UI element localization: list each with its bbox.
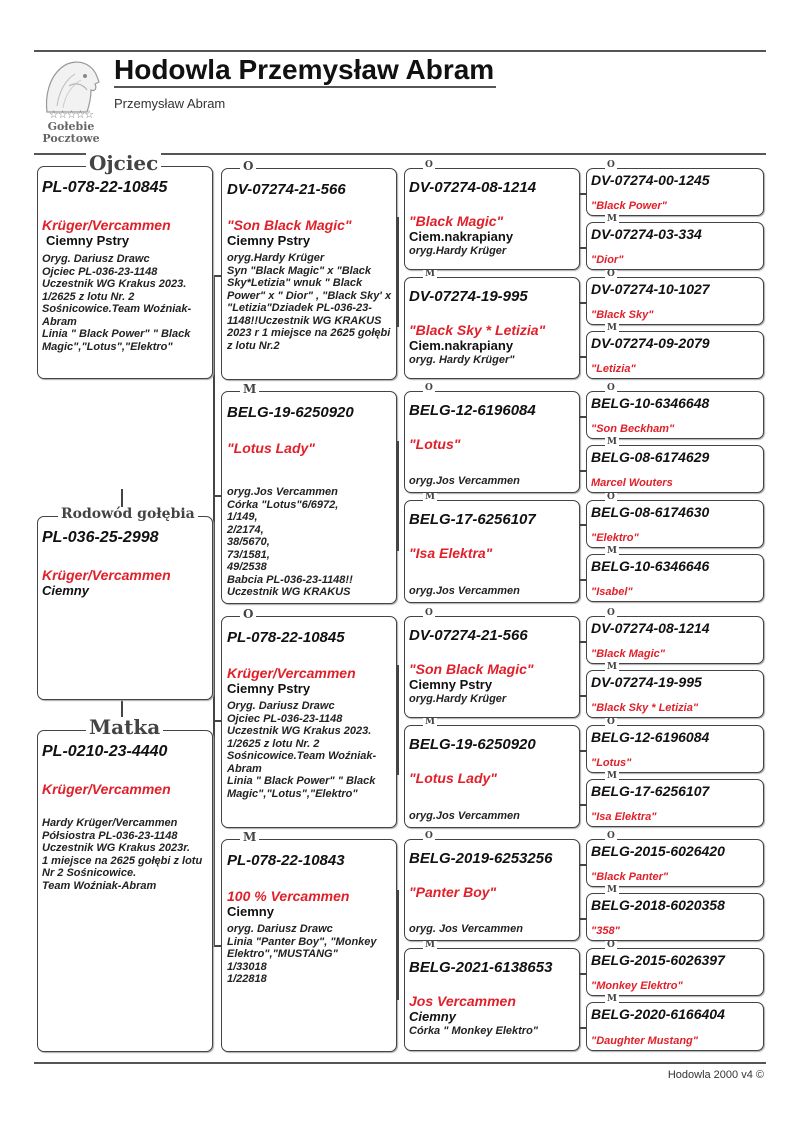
gen4-card[interactable] (586, 831, 764, 887)
breeder-name: Przemysław Abram (114, 96, 226, 111)
gen4-card[interactable] (586, 160, 764, 216)
sex-label-sire: O (607, 160, 615, 170)
pigeon-name: Krüger/Vercammen (42, 567, 171, 583)
gen3-info: oryg.Jos Vercammen (409, 474, 520, 487)
gen2-name: "Son Black Magic" (227, 217, 352, 233)
connector-gen2-gen3 (397, 665, 399, 775)
gen4-name: "Black Sky * Letizia" (591, 702, 699, 714)
sex-label-dam: M (607, 214, 617, 224)
gen4-ring: DV-07274-03-334 (591, 226, 702, 242)
sex-label-dam: M (607, 994, 617, 1004)
gen4-ring: BELG-08-6174629 (591, 449, 710, 465)
sex-label-dam: M (425, 492, 435, 502)
gen4-name: "Black Magic" (591, 648, 666, 660)
sex-label-sire: O (425, 383, 433, 393)
gen3-card[interactable] (404, 831, 580, 941)
gen3-card[interactable] (404, 940, 580, 1051)
sex-label-sire: O (607, 608, 615, 618)
gen4-name: "Black Panter" (591, 871, 669, 883)
gen2-color (227, 456, 392, 472)
gen3-info: oryg.Hardy Krüger (409, 693, 507, 705)
connector-gen1-gen2-h4 (213, 945, 221, 947)
gen3-ring: BELG-12-6196084 (409, 402, 536, 419)
gen4-name: "Monkey Elektro" (591, 980, 683, 992)
gen3-info: oryg.Jos Vercammen (409, 809, 520, 822)
gen3-info: Córka " Monkey Elektro" (409, 1025, 539, 1037)
gen4-card[interactable] (586, 437, 764, 493)
gen2-ring: DV-07274-21-566 (227, 181, 346, 198)
gen3-name: "Lotus Lady" (409, 770, 497, 786)
sex-label-dam: M (240, 831, 259, 843)
sex-label-dam: M (425, 940, 435, 950)
gen4-ring: BELG-2018-6020358 (591, 897, 725, 913)
gen3-color: Ciemny Pstry (409, 677, 493, 692)
gen4-card[interactable] (586, 492, 764, 548)
sex-label-dam: M (425, 269, 435, 279)
logo-stars: ☆☆☆☆☆ (48, 109, 94, 121)
gen2-info: oryg. Dariusz Drawc Linia "Panter Boy", "Monkey Elektro","MUSTANG" 1/33018 1/22818 (227, 923, 377, 985)
gen4-name: "Letizia" (591, 363, 636, 375)
father-ring: PL-078-22-10845 (42, 179, 168, 196)
gen3-card[interactable] (404, 608, 580, 718)
gen3-card[interactable] (404, 492, 580, 603)
gen4-card[interactable] (586, 546, 764, 602)
sex-label-dam: M (607, 546, 617, 556)
gen4-ring: DV-07274-08-1214 (591, 620, 710, 636)
connector-gen1-gen2-h1 (213, 275, 221, 277)
sex-label-sire: O (607, 383, 615, 393)
gen3-card[interactable] (404, 383, 580, 493)
gen4-ring: BELG-10-6346646 (591, 558, 710, 574)
mother-name: Krüger/Vercammen (42, 781, 171, 797)
pigeon-ring: PL-036-25-2998 (42, 529, 159, 546)
gen3-name: "Son Black Magic" (409, 661, 534, 677)
connector-gen2-gen3 (397, 890, 399, 1000)
gen4-card[interactable] (586, 269, 764, 325)
gen4-card[interactable] (586, 214, 764, 270)
gen4-card[interactable] (586, 608, 764, 664)
sex-label-dam: M (607, 771, 617, 781)
gen4-ring: DV-07274-00-1245 (591, 172, 710, 188)
gen4-card[interactable] (586, 383, 764, 439)
gen4-name: "Dior" (591, 254, 624, 266)
mother-ring: PL-0210-23-4440 (42, 743, 168, 760)
connector-gen1-gen2-h3 (213, 720, 221, 722)
pigeon-head-icon (39, 56, 103, 114)
gen4-card[interactable] (586, 994, 764, 1051)
logo-text-line1: Gołebie (47, 120, 95, 133)
gen4-name: "Elektro" (591, 532, 639, 544)
gen4-ring: DV-07274-19-995 (591, 674, 702, 690)
gen3-ring: DV-07274-21-566 (409, 627, 528, 644)
gen3-name: Jos Vercammen (409, 993, 516, 1009)
father-color: Ciemny Pstry (46, 233, 130, 248)
gen2-color: Ciemny (227, 904, 274, 919)
gen4-ring: BELG-10-6346648 (591, 395, 710, 411)
gen3-name: "Isa Elektra" (409, 545, 493, 561)
gen3-color: Ciem.nakrapiany (409, 338, 514, 353)
gen2-card[interactable] (221, 830, 397, 1052)
gen3-ring: BELG-17-6256107 (409, 511, 536, 528)
gen3-ring: DV-07274-19-995 (409, 288, 528, 305)
gen2-card[interactable] (221, 607, 397, 828)
gen3-info: oryg.Hardy Krüger (409, 245, 507, 257)
gen3-ring: BELG-2019-6253256 (409, 850, 553, 867)
gen3-info: oryg. Jos Vercammen (409, 922, 523, 935)
connector-gen2-gen3 (397, 217, 399, 327)
gen4-ring: BELG-2015-6026397 (591, 952, 725, 968)
sex-label-dam: M (240, 383, 259, 395)
sex-label-sire: O (607, 717, 615, 727)
sex-label-sire: O (240, 608, 256, 620)
father-name: Krüger/Vercammen (42, 217, 171, 233)
sex-label-sire: O (425, 160, 433, 170)
gen2-name: "Lotus Lady" (227, 440, 315, 456)
top-rule (34, 50, 766, 52)
gen4-ring: DV-07274-10-1027 (591, 281, 710, 297)
footer-rule (34, 1062, 766, 1064)
gen3-color: Ciem.nakrapiany (409, 229, 514, 244)
sex-label-sire: O (607, 940, 615, 950)
gen4-name: "Black Power" (591, 200, 667, 212)
father-label: Ojciec (86, 153, 161, 173)
connector-gen2-gen3 (397, 441, 399, 551)
gen2-ring: BELG-19-6250920 (227, 404, 354, 421)
gen2-ring: PL-078-22-10843 (227, 852, 345, 869)
connector-gen1-gen2-h2 (213, 495, 221, 497)
gen2-info: Oryg. Dariusz Drawc Ojciec PL-036-23-1148 Uczestnik WG Krakus 2023. 1/2625 z lotu Nr. 2 Sośnicowice.Team Woźniak-Abram Linia " Black Power" " Black Magic","Lotus","Elektro" (227, 700, 377, 800)
gen2-ring: PL-078-22-10845 (227, 629, 345, 646)
gen4-name: "358" (591, 925, 620, 937)
gen3-name: "Black Sky * Letizia" (409, 322, 546, 338)
sex-label-dam: M (607, 323, 617, 333)
gen2-info: oryg.Hardy Krüger Syn "Black Magic" x "Black Sky*Letizia" wnuk " Black Power" x " Dior" , "Black Sky' x "Letizia"Dziadek PL-036-23-1148!!Uczestnik WG KRAKUS 2023 r 1 miejsce na 2625 gołębi z lotu Nr.2 (227, 252, 392, 352)
gen4-ring: BELG-17-6256107 (591, 783, 710, 799)
gen4-ring: BELG-2020-6166404 (591, 1006, 725, 1022)
gen2-color: Ciemny Pstry (227, 681, 311, 696)
gen4-card[interactable] (586, 940, 764, 996)
gen2-card[interactable] (221, 159, 397, 380)
page-title: Hodowla Przemysław Abram (114, 54, 496, 88)
gen3-name: "Black Magic" (409, 213, 504, 229)
sex-label-dam: M (607, 885, 617, 895)
gen3-ring: DV-07274-08-1214 (409, 179, 537, 196)
sex-label-dam: M (425, 717, 435, 727)
gen4-name: "Lotus" (591, 757, 632, 769)
gen4-ring: DV-07274-09-2079 (591, 335, 710, 351)
gen4-name: "Isabel" (591, 586, 633, 598)
gen4-name: "Daughter Mustang" (591, 1035, 698, 1047)
gen4-card[interactable] (586, 771, 764, 827)
connector-gen1-gen2 (213, 275, 215, 947)
pigeon-label: Rodowód gołębia (58, 507, 198, 521)
gen3-color: Ciemny (409, 1009, 456, 1024)
gen2-info: oryg.Jos Vercammen Córka "Lotus"6/6972, 1/149, 2/2174, 38/5670, 73/1581, 49/2538 Babcia PL-036-23-1148!! Uczestnik WG KRAKUS (227, 486, 353, 598)
sex-label-sire: O (607, 831, 615, 841)
gen4-ring: BELG-08-6174630 (591, 504, 710, 520)
gen4-name: "Isa Elektra" (591, 811, 657, 823)
sex-label-dam: M (607, 662, 617, 672)
gen2-card[interactable] (221, 382, 397, 604)
gen3-card[interactable] (404, 160, 580, 270)
mother-info: Hardy Krüger/Vercammen Półsiostra PL-036-23-1148 Uczestnik WG Krakus 2023r. 1 miejsce na 2625 gołębi z lotu Nr 2 Sośnicowice. Team Woźniak-Abram (42, 817, 203, 892)
gen2-color: Ciemny Pstry (227, 233, 311, 248)
gen3-name: "Lotus" (409, 436, 461, 452)
logo-text-line2: Pocztowe (42, 132, 100, 145)
gen4-card[interactable] (586, 885, 764, 941)
sex-label-dam: M (607, 437, 617, 447)
gen3-info: oryg.Jos Vercammen (409, 584, 520, 597)
gen3-info: oryg. Hardy Krüger" (409, 354, 515, 366)
sex-label-sire: O (425, 608, 433, 618)
gen4-ring: BELG-12-6196084 (591, 729, 710, 745)
pigeon-card[interactable] (37, 506, 213, 700)
footer-credit: Hodowla 2000 v4 © (667, 1069, 764, 1081)
logo (34, 56, 108, 150)
gen4-ring: BELG-2015-6026420 (591, 843, 725, 859)
gen3-ring: BELG-2021-6138653 (409, 959, 553, 976)
gen4-name: "Son Beckham" (591, 423, 675, 435)
gen2-name: 100 % Vercammen (227, 888, 350, 904)
gen4-card[interactable] (586, 717, 764, 773)
gen3-ring: BELG-19-6250920 (409, 736, 536, 753)
gen4-name: "Black Sky" (591, 309, 654, 321)
father-card[interactable] (37, 151, 213, 379)
gen3-name: "Panter Boy" (409, 884, 497, 900)
sex-label-sire: O (425, 831, 433, 841)
gen3-card[interactable] (404, 269, 580, 379)
gen2-name: Krüger/Vercammen (227, 665, 356, 681)
pigeon-color: Ciemny (42, 583, 89, 598)
gen3-card[interactable] (404, 717, 580, 828)
sex-label-sire: O (607, 269, 615, 279)
gen4-name: Marcel Wouters (591, 477, 673, 489)
sex-label-sire: O (607, 492, 615, 502)
sex-label-sire: O (240, 160, 256, 172)
mother-card[interactable] (37, 715, 213, 1052)
gen4-card[interactable] (586, 662, 764, 718)
gen4-card[interactable] (586, 323, 764, 379)
mother-label: Matka (86, 717, 163, 737)
father-info: Oryg. Dariusz Drawc Ojciec PL-036-23-1148 Uczestnik WG Krakus 2023. 1/2625 z lotu Nr. 2 Sośnicowice.Team Woźniak-Abram Linia " Black Power" " Black Magic","Lotus","Elektro" (42, 253, 192, 353)
